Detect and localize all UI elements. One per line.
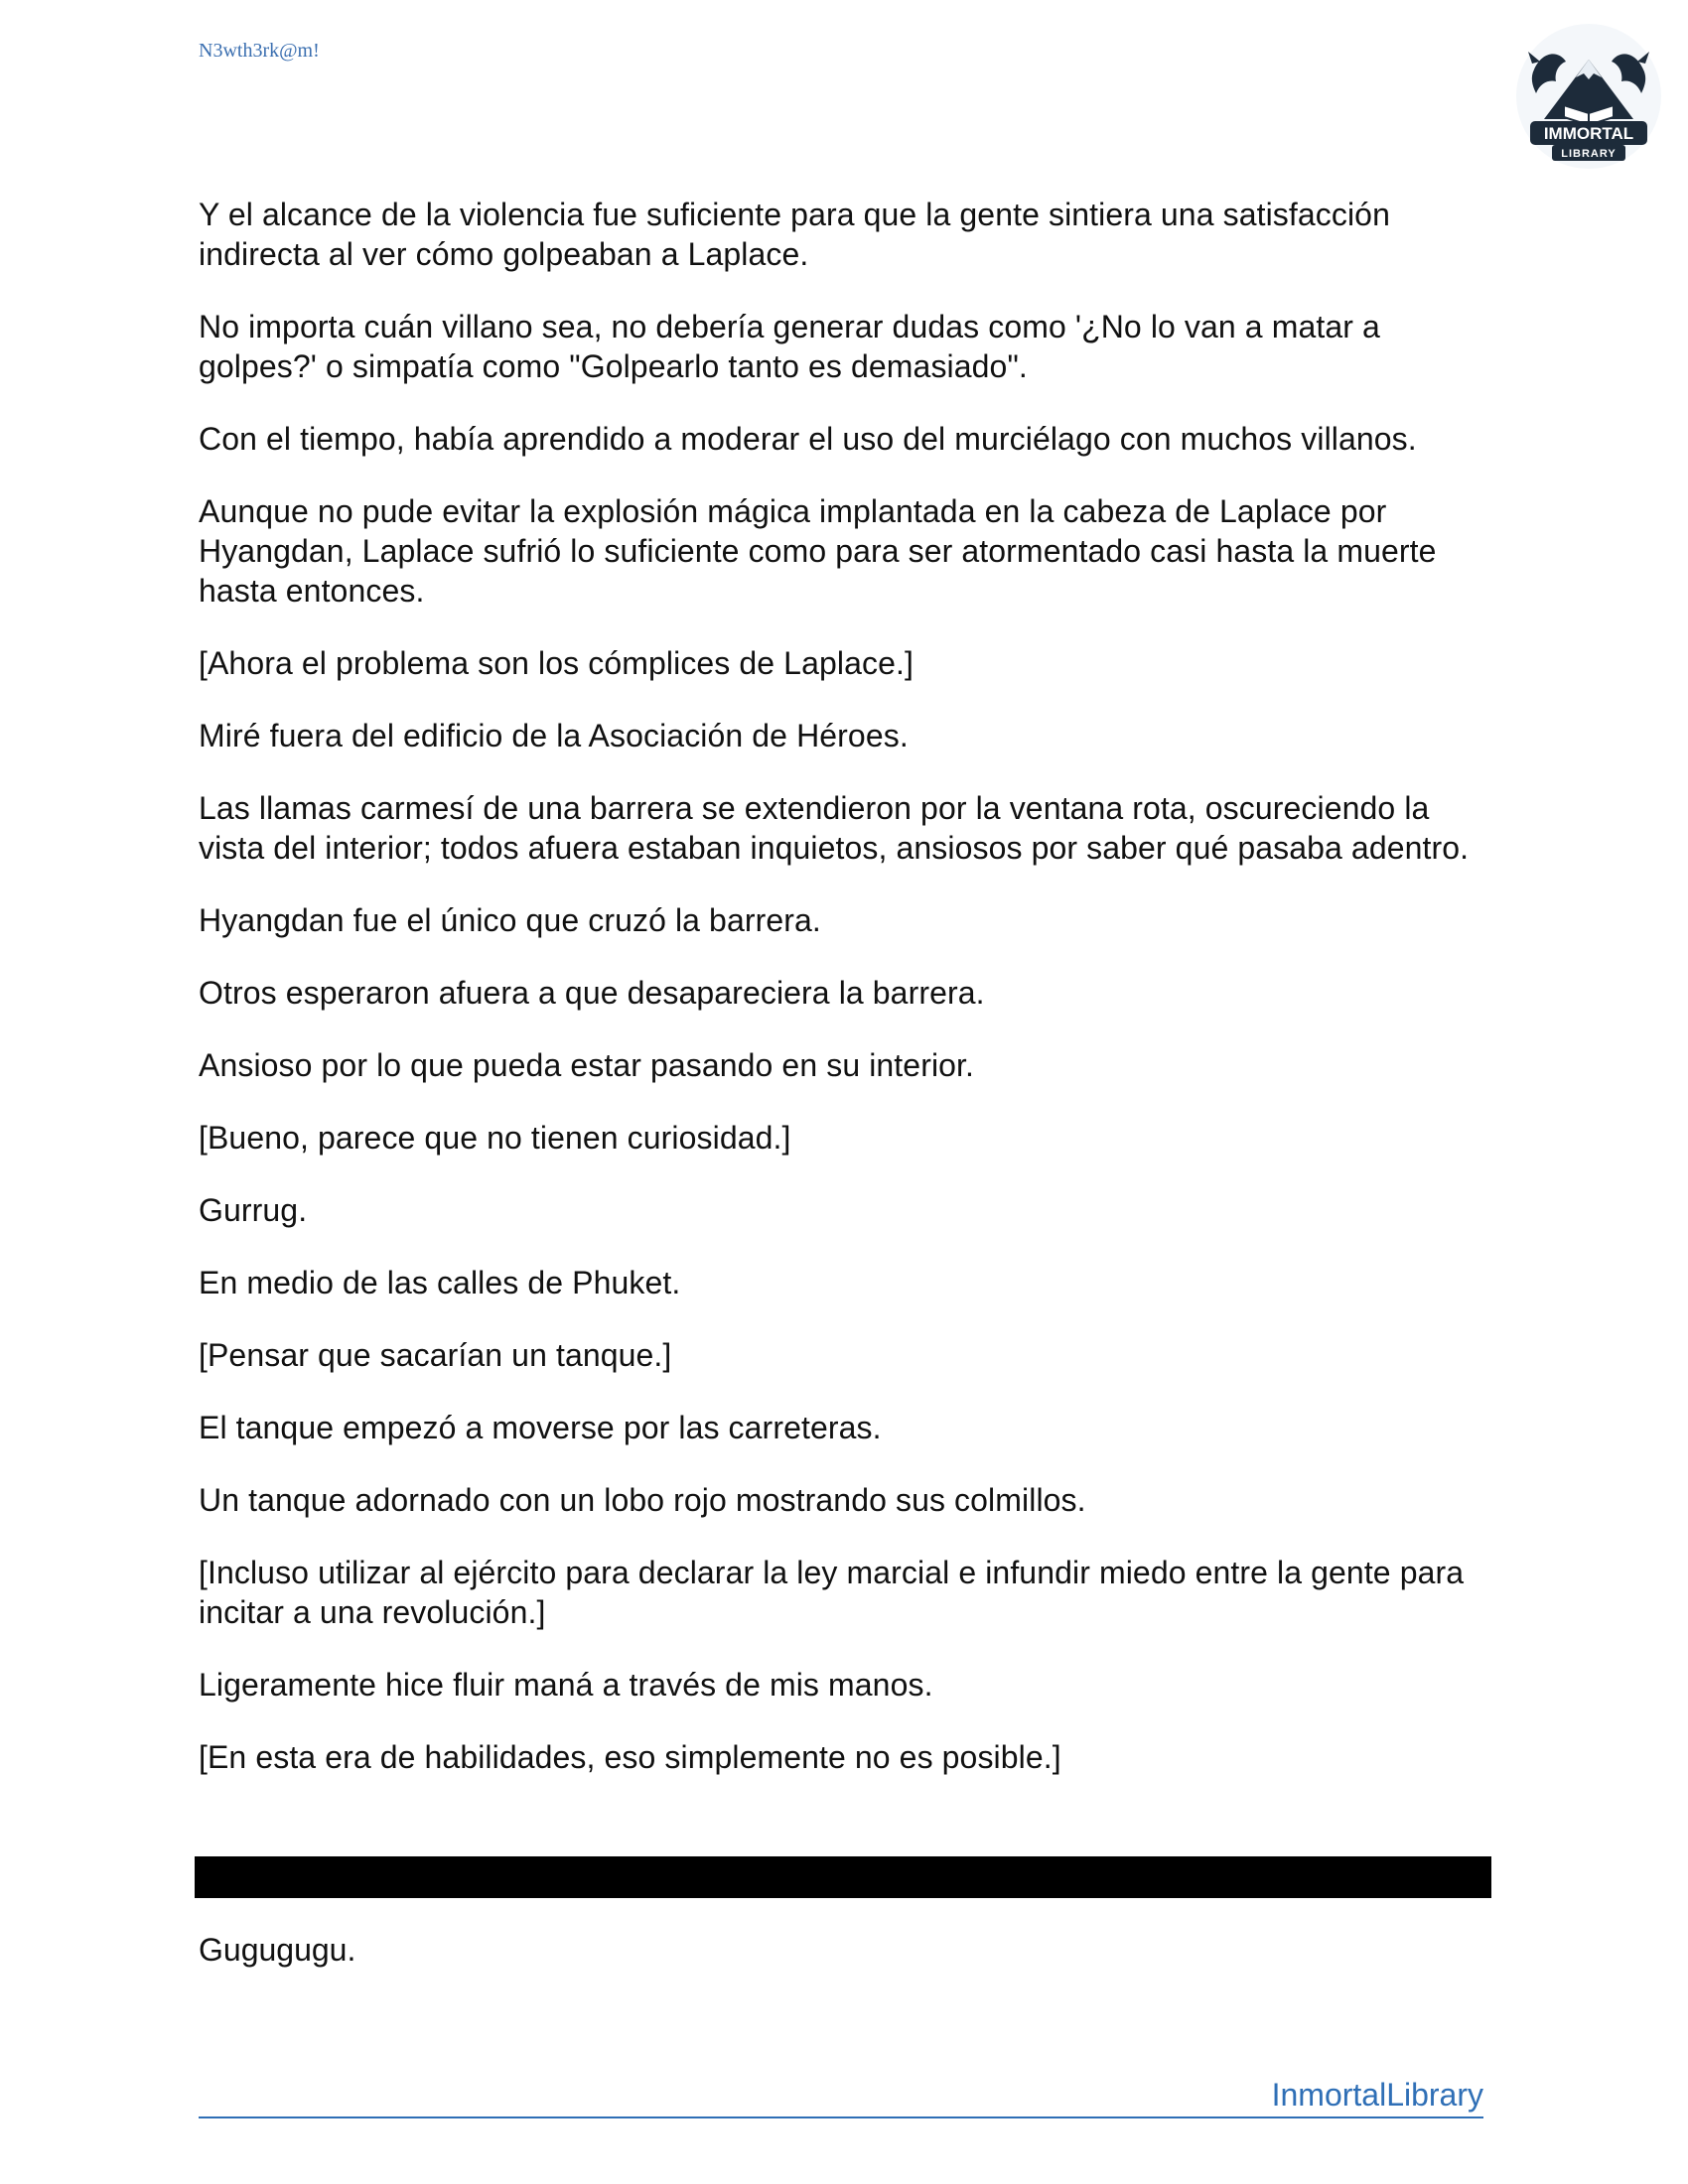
paragraph: Gurrug. <box>199 1192 308 1228</box>
paragraph: Ansioso por lo que pueda estar pasando en su interior. <box>199 1047 975 1083</box>
paragraph: [Bueno, parece que no tienen curiosidad.] <box>199 1120 791 1156</box>
paragraph: El tanque empezó a moverse por las carreteras. <box>199 1410 882 1445</box>
paragraph: Las llamas carmesí de una barrera se extendieron por la ventana rota, oscureciendo la vista del interior; todos afuera estaban inquietos, ansiosos por saber qué pasaba adentro. <box>199 790 1470 866</box>
footer-link-text[interactable]: InmortalLibrary <box>1271 2077 1483 2113</box>
immortal-library-logo <box>1514 22 1663 171</box>
paragraph: No importa cuán villano sea, no debería generar dudas como '¿No lo van a matar a golpes?' o simpatía como "Golpearlo tanto es demasiado". <box>199 309 1380 384</box>
paragraph: Ligeramente hice fluir maná a través de mis manos. <box>199 1667 933 1703</box>
paragraph: Miré fuera del edificio de la Asociación de Héroes. <box>199 718 909 753</box>
footer-link[interactable] <box>199 2075 1483 2118</box>
paragraph: En medio de las calles de Phuket. <box>199 1265 681 1300</box>
paragraph: Y el alcance de la violencia fue suficiente para que la gente sintiera una satisfacción indirecta al ver cómo golpeaban a Laplace. <box>199 197 1390 272</box>
dragon-mountain-icon <box>1514 22 1663 171</box>
paragraph: [Ahora el problema son los cómplices de Laplace.] <box>199 645 914 681</box>
paragraph-after-separator: Gugugugu. <box>199 1932 356 1968</box>
paragraph: [Incluso utilizar al ejército para declarar la ley marcial e infundir miedo entre la gente para incitar a una revolución.] <box>199 1555 1465 1630</box>
paragraph: Un tanque adornado con un lobo rojo mostrando sus colmillos. <box>199 1482 1086 1518</box>
header-watermark: N3wth3rk@m! <box>199 40 320 62</box>
document-body <box>199 195 1489 1810</box>
paragraph: Aunque no pude evitar la explosión mágica implantada en la cabeza de Laplace por Hyangdan, Laplace sufrió lo suficiente como para ser atormentado casi hasta la muerte hasta entonces. <box>199 493 1437 609</box>
paragraph: [En esta era de habilidades, eso simplemente no es posible.] <box>199 1739 1061 1775</box>
logo-text-line2: LIBRARY <box>1561 148 1617 160</box>
paragraph: Otros esperaron afuera a que desapareciera la barrera. <box>199 975 985 1011</box>
section-separator-bar <box>195 1856 1491 1898</box>
paragraph: [Pensar que sacarían un tanque.] <box>199 1337 672 1373</box>
paragraph: Hyangdan fue el único que cruzó la barrera. <box>199 902 821 938</box>
paragraph: Con el tiempo, había aprendido a moderar el uso del murciélago con muchos villanos. <box>199 421 1417 457</box>
logo-text-line1: IMMORTAL <box>1543 124 1634 143</box>
